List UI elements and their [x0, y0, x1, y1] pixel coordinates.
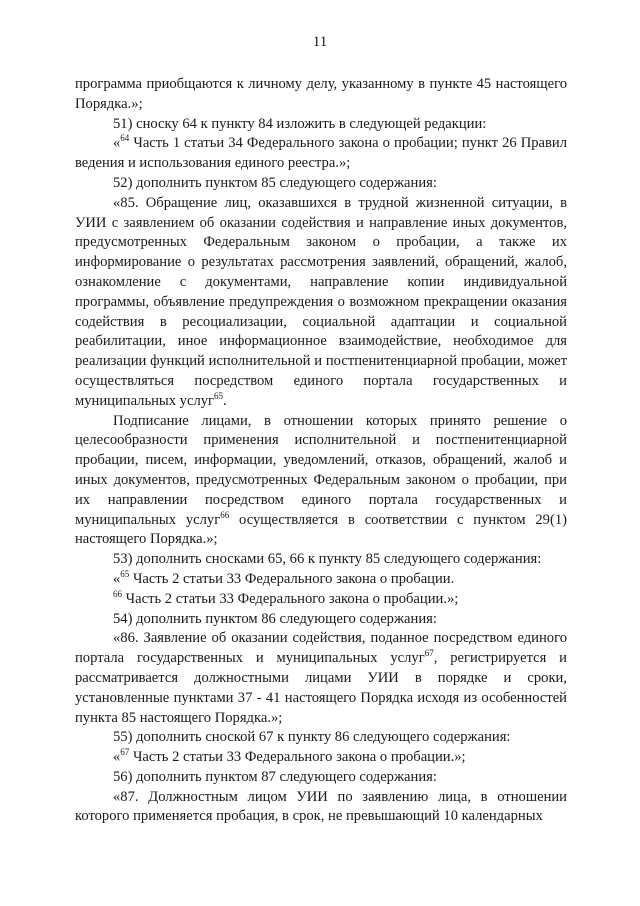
paragraph-text: 53) дополнить сносками 65, 66 к пункту 85 следующего содержания: — [113, 551, 542, 568]
footnote-ref: 67 — [424, 648, 434, 659]
paragraph-text: «87. Должностным лицом УИИ по заявлению лица, в отношении которого применяется пробация, в срок, не превышающий 10 календарных — [75, 788, 567, 825]
footnote-ref: 65 — [120, 568, 130, 579]
paragraph — [75, 590, 567, 610]
paragraph — [75, 412, 567, 551]
paragraph-text: 54) дополнить пунктом 86 следующего содержания: — [113, 610, 437, 627]
footnote-ref: 66 — [113, 588, 122, 599]
paragraph-text: « — [113, 749, 121, 766]
paragraph-text: , регистрируется и рассматривается должностными лицами УИИ в порядке и сроки, установленные пунктами 37 - 41 настоящего Порядка исходя из особенностей пункта 85 настоящего Порядка.»; — [75, 650, 567, 726]
page-number: 11 — [312, 34, 328, 50]
paragraph-text: Подписание лицами, в отношении которых принято решение о целесообразности применения исполнительной и постпенитенциарной пробации, писем, информации, уведомлений, отказов, обращений, жалоб и иных документов, предусмотренных Федеральным законом о пробации, при их направлении посредством единого портала государственных и муниципальных услуг — [75, 412, 567, 528]
paragraph-text: 56) дополнить пунктом 87 следующего содержания: — [113, 768, 437, 785]
paragraph — [75, 728, 567, 748]
paragraph-text: Часть 2 статьи 33 Федерального закона о пробации.»; — [122, 590, 459, 607]
paragraph-text: 55) дополнить сноской 67 к пункту 86 следующего содержания: — [113, 729, 511, 746]
paragraph — [75, 570, 567, 590]
footnote-ref: 64 — [120, 133, 130, 144]
paragraph-text: Часть 2 статьи 33 Федерального закона о пробации. — [129, 570, 455, 587]
paragraph — [75, 174, 567, 194]
paragraph-text: Часть 2 статьи 33 Федерального закона о пробации.»; — [129, 749, 466, 766]
paragraph-text: «86. Заявление об оказании содействия, поданное посредством единого портала государственных и муниципальных услуг — [75, 630, 567, 667]
footnote-ref: 65 — [214, 390, 224, 401]
paragraph-text: «85. Обращение лиц, оказавшихся в трудной жизненной ситуации, в УИИ с заявлением об оказании содействия и направление иных документов, предусмотренных Федеральным законом о пробации, а также их информирование о результатах рассмотрения заявлений, обращений, жалоб, ознакомление с документами, направление копии индивидуальной программы, объявление предупреждения о возможном прекращении оказания содействия в ресоциализации, социальной адаптации и социальной реабилитации, иное информационное взаимодействие, необходимое для реализации функций исполнительной и постпенитенциарной пробации, может осуществляться посредством единого портала государственных и муниципальных услуг — [75, 194, 567, 409]
paragraph — [75, 629, 567, 728]
paragraph — [75, 115, 567, 135]
paragraph-text: 52) дополнить пунктом 85 следующего содержания: — [113, 174, 437, 191]
paragraph — [75, 194, 567, 412]
paragraph-text: « — [113, 570, 121, 587]
paragraph — [75, 75, 567, 115]
document-body — [75, 75, 567, 827]
paragraph-text: . — [223, 392, 227, 409]
paragraph-text: Часть 1 статьи 34 Федерального закона о пробации; пункт 26 Правил ведения и использования единого реестра.»; — [75, 135, 567, 172]
paragraph-text: « — [113, 135, 121, 152]
paragraph-text: программа приобщаются к личному делу, указанному в пункте 45 настоящего Порядка.»; — [75, 76, 567, 112]
paragraph-text: осуществляется в соответствии с пунктом 29(1) настоящего Порядка.»; — [75, 511, 567, 548]
paragraph — [75, 788, 567, 828]
footnote-ref: 66 — [220, 509, 230, 520]
paragraph — [75, 610, 567, 630]
paragraph-text: 51) сноску 64 к пункту 84 изложить в следующей редакции: — [113, 115, 487, 132]
paragraph — [75, 134, 567, 174]
footnote-ref: 67 — [120, 747, 130, 758]
paragraph — [75, 748, 567, 768]
paragraph — [75, 768, 567, 788]
paragraph — [75, 550, 567, 570]
